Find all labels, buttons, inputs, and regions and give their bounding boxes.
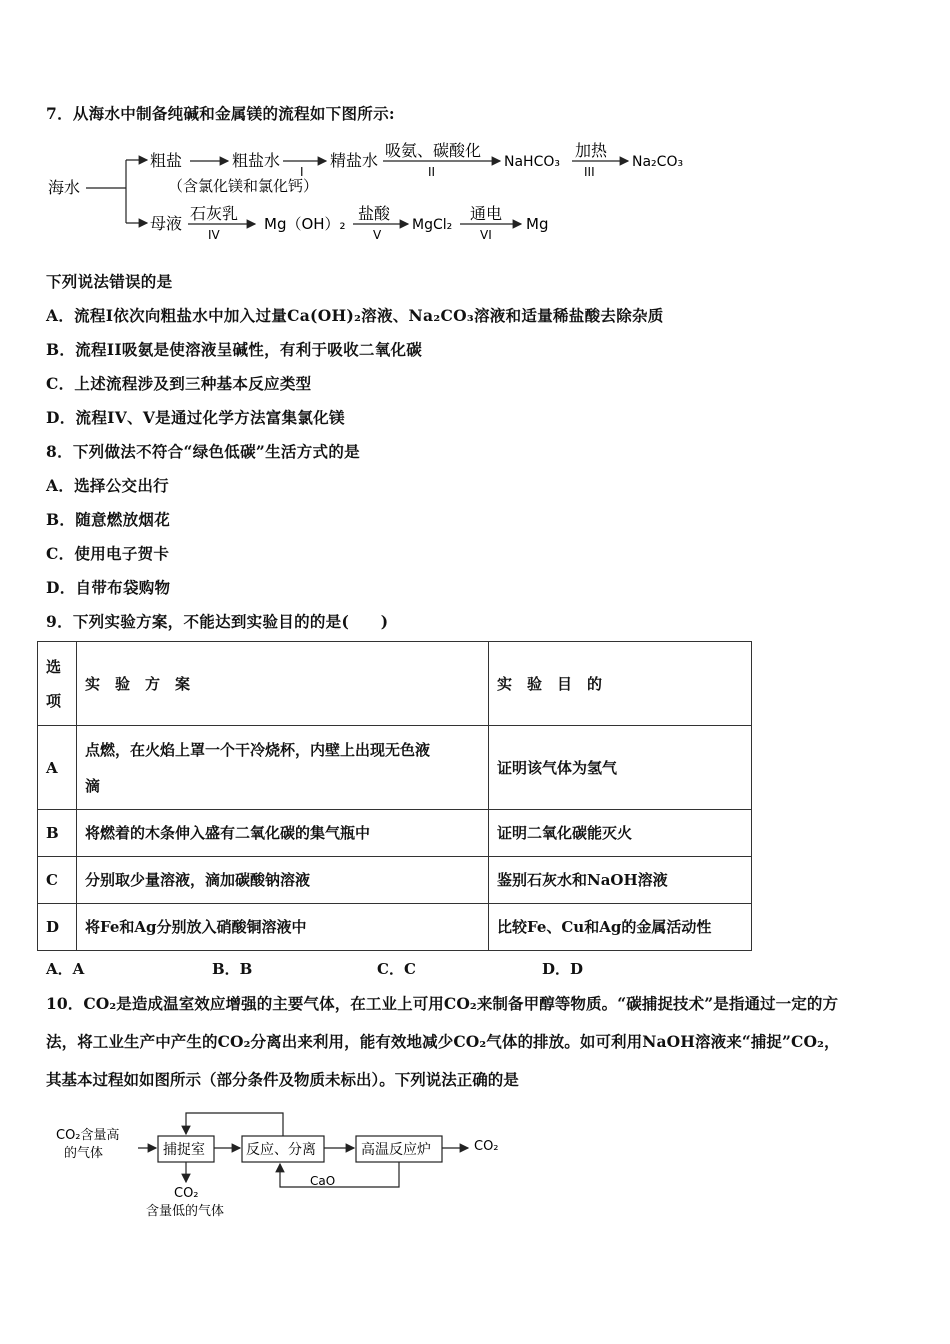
step4-label: IV bbox=[208, 228, 220, 242]
table-header-row bbox=[38, 642, 752, 726]
table-row bbox=[38, 810, 752, 857]
row-plan bbox=[77, 726, 489, 810]
row-option: A bbox=[38, 726, 77, 810]
row-option: C bbox=[38, 857, 77, 904]
nahco3-label: NaHCO₃ bbox=[504, 154, 560, 170]
row-plan-line1: 点燃，在火焰上罩一个干冷烧杯，内壁上出现无色液 bbox=[85, 740, 431, 759]
step3-top-label: 加热 bbox=[575, 141, 608, 160]
step5-top-label: 盐酸 bbox=[358, 204, 391, 223]
q9-answer-a: A．A bbox=[46, 960, 85, 978]
q8-option-b: B．随意燃放烟花 bbox=[46, 510, 171, 529]
q7-flow-diagram bbox=[40, 135, 720, 250]
q7-prompt: 下列说法错误的是 bbox=[46, 272, 173, 291]
table-row bbox=[38, 857, 752, 904]
row-goal: 鉴别石灰水和NaOH溶液 bbox=[489, 857, 752, 904]
cao-label: CaO bbox=[310, 1174, 336, 1188]
step4-top-label: 石灰乳 bbox=[190, 204, 239, 223]
q7-title: 7．从海水中制备纯碱和金属镁的流程如下图所示: bbox=[46, 104, 395, 123]
q9-title: 9．下列实验方案，不能达到实验目的的是( ) bbox=[46, 612, 389, 631]
hanlvhua-label: （含氯化镁和氯化钙） bbox=[168, 177, 319, 195]
header-option bbox=[38, 642, 77, 726]
q10-line1: 10．CO₂是造成温室效应增强的主要气体，在工业上可用CO₂来制备甲醇等物质。“碳捕捉技术”是指通过一定的方 bbox=[46, 994, 839, 1013]
row-plan: 将Fe和Ag分别放入硝酸铜溶液中 bbox=[77, 904, 489, 951]
q8-title: 8．下列做法不符合“绿色低碳”生活方式的是 bbox=[46, 442, 360, 461]
row-option: D bbox=[38, 904, 77, 951]
q9-table bbox=[37, 641, 752, 951]
row-plan: 将燃着的木条伸入盛有二氧化碳的集气瓶中 bbox=[77, 810, 489, 857]
row-goal: 证明该气体为氢气 bbox=[489, 726, 752, 810]
low-co2-label-1: CO₂ bbox=[174, 1186, 199, 1201]
row-option: B bbox=[38, 810, 77, 857]
step5-label: V bbox=[373, 228, 382, 242]
q7-option-d: D．流程IV、V是通过化学方法富集氯化镁 bbox=[46, 408, 345, 427]
row-goal: 证明二氧化碳能灭火 bbox=[489, 810, 752, 857]
table-row bbox=[38, 904, 752, 951]
header-option-line2: 项 bbox=[46, 691, 62, 710]
q10-flow-diagram bbox=[50, 1105, 520, 1225]
box-capture-room-label: 捕捉室 bbox=[163, 1142, 205, 1158]
q8-option-d: D．自带布袋购物 bbox=[46, 578, 171, 597]
step1-label: I bbox=[300, 165, 304, 179]
q8-option-c: C．使用电子贺卡 bbox=[46, 544, 170, 563]
q7-option-c: C．上述流程涉及到三种基本反应类型 bbox=[46, 374, 312, 393]
mgoh2-label: Mg（OH）₂ bbox=[264, 215, 346, 233]
step2-top-label: 吸氨、碳酸化 bbox=[385, 141, 482, 160]
header-plan: 实 验 方 案 bbox=[77, 642, 489, 726]
header-option-line1: 选 bbox=[46, 657, 62, 676]
q7-option-b: B．流程II吸氨是使溶液呈碱性，有利于吸收二氧化碳 bbox=[46, 340, 423, 359]
step3-label: III bbox=[584, 165, 595, 179]
q8-option-a: A．选择公交出行 bbox=[46, 476, 169, 495]
input-label-1: CO₂含量高 bbox=[56, 1128, 120, 1143]
q9-answer-c: C．C bbox=[377, 960, 416, 978]
jingyanshui-label: 精盐水 bbox=[330, 151, 379, 170]
step6-label: VI bbox=[480, 228, 492, 242]
haishui-label: 海水 bbox=[48, 178, 81, 197]
row-goal: 比较Fe、Cu和Ag的金属活动性 bbox=[489, 904, 752, 951]
output-co2-label: CO₂ bbox=[474, 1139, 499, 1154]
q9-answer-d: D．D bbox=[542, 960, 584, 978]
na2co3-label: Na₂CO₃ bbox=[632, 154, 684, 170]
cuyan-label: 粗盐 bbox=[150, 151, 183, 170]
q7-option-a: A．流程I依次向粗盐水中加入过量Ca(OH)₂溶液、Na₂CO₃溶液和适量稀盐酸去除杂质 bbox=[46, 306, 664, 325]
table-row bbox=[38, 726, 752, 810]
muye-label: 母液 bbox=[150, 214, 183, 233]
header-goal: 实 验 目 的 bbox=[489, 642, 752, 726]
row-plan: 分别取少量溶液，滴加碳酸钠溶液 bbox=[77, 857, 489, 904]
cuyanshui-label: 粗盐水 bbox=[232, 151, 281, 170]
input-label-2: 的气体 bbox=[64, 1146, 104, 1161]
mgcl2-label: MgCl₂ bbox=[412, 217, 453, 233]
q9-answer-b: B．B bbox=[212, 960, 253, 978]
q10-line3: 其基本过程如如图所示（部分条件及物质未标出）。下列说法正确的是 bbox=[46, 1070, 519, 1089]
box-furnace-label: 高温反应炉 bbox=[361, 1142, 431, 1158]
low-co2-label-2: 含量低的气体 bbox=[146, 1204, 225, 1219]
mg-label: Mg bbox=[526, 215, 549, 233]
box-reaction-separation-label: 反应、分离 bbox=[246, 1142, 316, 1158]
q10-line2: 法，将工业生产中产生的CO₂分离出来利用，能有效地减少CO₂气体的排放。如可利用NaOH溶液来“捕捉”CO₂， bbox=[46, 1032, 840, 1051]
step2-label: II bbox=[428, 165, 436, 179]
step6-top-label: 通电 bbox=[470, 204, 503, 223]
row-plan-line2: 滴 bbox=[85, 776, 101, 795]
